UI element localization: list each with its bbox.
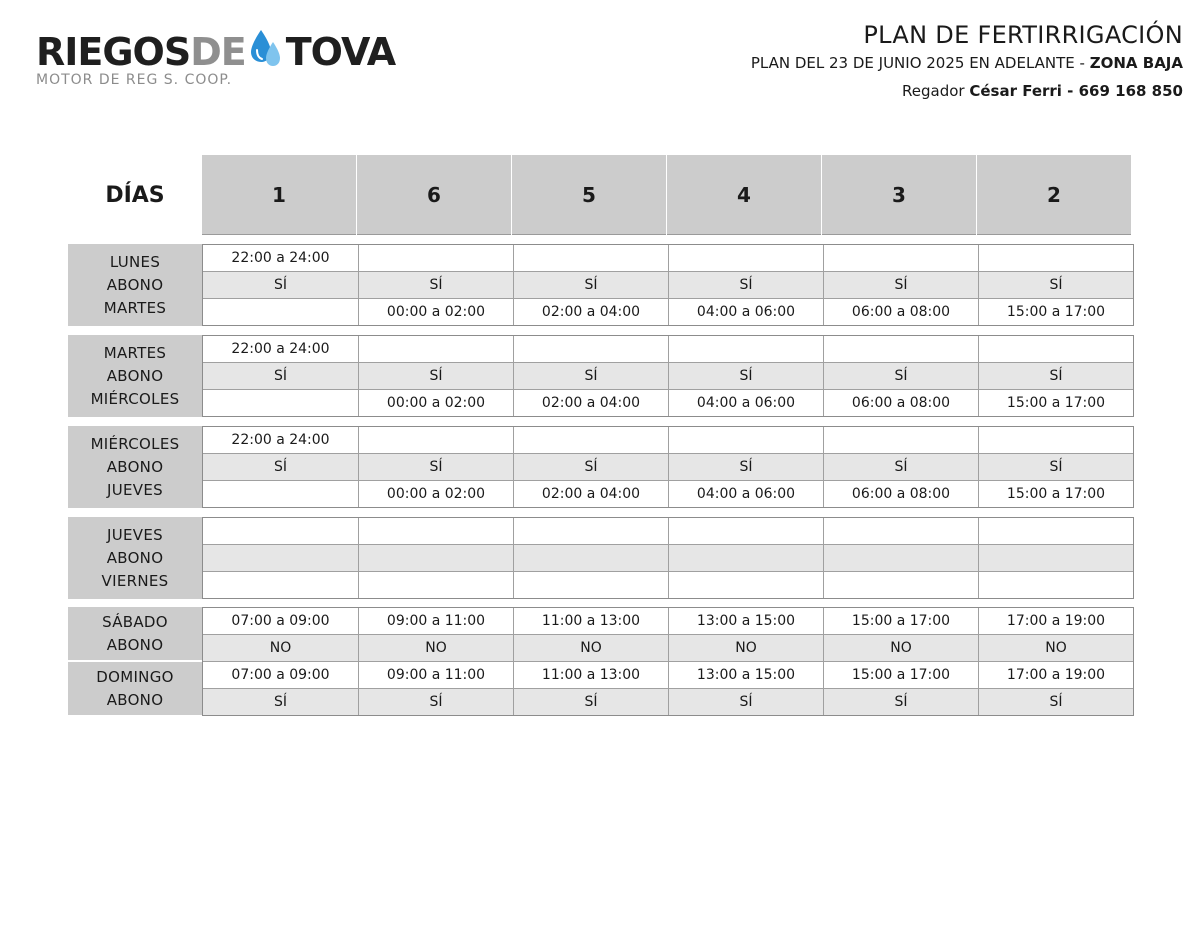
table-cell: 00:00 a 02:00	[358, 390, 513, 416]
day-label-line: JUEVES	[107, 480, 163, 499]
zone-header: 2	[977, 155, 1131, 235]
table-cell	[203, 518, 358, 544]
table-row	[203, 608, 1133, 634]
table-cell: 15:00 a 17:00	[978, 390, 1133, 416]
table-cell	[203, 545, 358, 571]
table-cell	[668, 572, 823, 598]
zone-header: 5	[512, 155, 666, 235]
table-row	[203, 480, 1133, 507]
day-label	[68, 335, 202, 417]
table-cell: 07:00 a 09:00	[231, 613, 330, 629]
table-cell	[978, 245, 1133, 271]
logo-wordmark	[36, 28, 395, 76]
days-column-header: DÍAS	[105, 182, 165, 208]
table-cell	[513, 336, 668, 362]
table-cell	[668, 545, 823, 571]
day-label-line: DOMINGO	[96, 667, 174, 686]
table-cell	[358, 427, 513, 453]
day-label-line: VIERNES	[101, 571, 169, 590]
table-cell: SÍ	[668, 363, 823, 389]
table-cell: 22:00 a 24:00	[231, 250, 330, 266]
table-cell: NO	[978, 635, 1133, 661]
day-label-line: MARTES	[103, 343, 167, 362]
table-cell: 13:00 a 15:00	[668, 608, 823, 634]
schedule-block	[68, 244, 1134, 326]
table-cell	[668, 518, 823, 544]
table-cell: 09:00 a 11:00	[358, 662, 513, 688]
day-label-line: ABONO	[106, 275, 164, 294]
day-label	[68, 426, 202, 508]
day-label-line: ABONO	[106, 457, 164, 476]
table-cell: 13:00 a 15:00	[668, 662, 823, 688]
table-cell: SÍ	[513, 272, 668, 298]
table-cell: SÍ	[668, 689, 823, 715]
table-header	[68, 155, 1134, 235]
plan-date: PLAN DEL 23 DE JUNIO 2025 EN ADELANTE -	[750, 54, 1090, 72]
day-label	[68, 517, 202, 599]
table-cell: 07:00 a 09:00	[231, 667, 330, 683]
table-cell: 17:00 a 19:00	[978, 662, 1133, 688]
day-label-line: MIÉRCOLES	[90, 434, 180, 453]
table-cell	[823, 545, 978, 571]
day-label	[68, 607, 202, 660]
table-cell	[358, 545, 513, 571]
table-cell	[823, 572, 978, 598]
table-cell: SÍ	[513, 454, 668, 480]
day-label-line: LUNES	[109, 252, 161, 271]
regador-info	[751, 80, 1183, 102]
table-cell: SÍ	[978, 689, 1133, 715]
table-cell: 22:00 a 24:00	[231, 432, 330, 448]
table-cell	[513, 427, 668, 453]
table-cell	[668, 427, 823, 453]
day-label-line: MIÉRCOLES	[90, 389, 180, 408]
table-cell	[203, 299, 358, 325]
table-cell: SÍ	[978, 454, 1133, 480]
logo-subtitle: MOTOR DE REG S. COOP.	[36, 72, 233, 88]
schedule-grid	[202, 335, 1134, 417]
day-label-line: ABONO	[106, 635, 164, 654]
schedule-block	[68, 335, 1134, 417]
table-cell: 11:00 a 13:00	[513, 662, 668, 688]
table-cell	[358, 518, 513, 544]
table-cell	[668, 336, 823, 362]
day-label	[68, 662, 202, 715]
table-cell: SÍ	[273, 694, 287, 710]
table-row	[203, 271, 1133, 298]
table-row	[203, 453, 1133, 480]
table-row	[203, 427, 1133, 453]
zone-header: 6	[357, 155, 511, 235]
table-cell	[513, 572, 668, 598]
table-cell	[513, 245, 668, 271]
table-cell: SÍ	[273, 368, 287, 384]
table-cell	[358, 336, 513, 362]
table-cell	[668, 245, 823, 271]
table-row	[203, 518, 1133, 544]
table-cell: NO	[513, 635, 668, 661]
table-cell	[978, 572, 1133, 598]
table-cell: 09:00 a 11:00	[358, 608, 513, 634]
table-row	[203, 634, 1133, 661]
plan-subtitle	[751, 52, 1183, 74]
table-cell: NO	[269, 640, 292, 656]
zone-name: ZONA BAJA	[1089, 54, 1183, 72]
table-cell: SÍ	[823, 272, 978, 298]
table-cell: SÍ	[358, 272, 513, 298]
table-cell	[978, 518, 1133, 544]
table-row	[203, 362, 1133, 389]
schedule-block	[68, 426, 1134, 508]
table-cell: 17:00 a 19:00	[978, 608, 1133, 634]
schedule-block	[68, 517, 1134, 599]
table-cell: SÍ	[668, 272, 823, 298]
table-cell: 15:00 a 17:00	[978, 299, 1133, 325]
zone-header: 3	[822, 155, 976, 235]
table-cell: SÍ	[823, 689, 978, 715]
table-cell	[358, 245, 513, 271]
table-cell: SÍ	[823, 454, 978, 480]
table-cell: SÍ	[273, 277, 287, 293]
table-cell: 02:00 a 04:00	[513, 299, 668, 325]
table-cell	[823, 245, 978, 271]
table-row	[203, 245, 1133, 271]
schedule-grid	[202, 607, 1134, 716]
regador-label: Regador	[902, 82, 970, 100]
table-cell	[978, 427, 1133, 453]
table-cell: 00:00 a 02:00	[358, 481, 513, 507]
document-header	[751, 20, 1183, 102]
company-logo	[36, 28, 436, 98]
document-title: PLAN DE FERTIRRIGACIÓN	[863, 21, 1183, 49]
table-cell: SÍ	[358, 689, 513, 715]
table-cell	[513, 545, 668, 571]
table-cell: SÍ	[978, 363, 1133, 389]
schedule-grid	[202, 517, 1134, 599]
table-row	[203, 544, 1133, 571]
table-cell: 00:00 a 02:00	[358, 299, 513, 325]
table-cell	[978, 545, 1133, 571]
table-row	[203, 298, 1133, 325]
day-label	[68, 244, 202, 326]
table-cell	[203, 481, 358, 507]
table-cell: 06:00 a 08:00	[823, 299, 978, 325]
table-cell: SÍ	[358, 454, 513, 480]
table-cell: 11:00 a 13:00	[513, 608, 668, 634]
table-row	[203, 336, 1133, 362]
table-cell	[823, 336, 978, 362]
table-cell	[513, 518, 668, 544]
logo-text-riegos: RIEGOS	[36, 30, 191, 74]
table-cell	[978, 336, 1133, 362]
weekend-block	[68, 607, 1134, 716]
table-cell: SÍ	[513, 689, 668, 715]
table-cell: 15:00 a 17:00	[823, 662, 978, 688]
table-row	[203, 571, 1133, 598]
day-label-line: ABONO	[106, 690, 164, 709]
logo-text-tova: TOVA	[285, 30, 396, 74]
table-cell	[358, 572, 513, 598]
table-row	[203, 688, 1133, 715]
table-cell	[203, 390, 358, 416]
day-label-line: SÁBADO	[102, 612, 168, 631]
zone-header: 4	[667, 155, 821, 235]
table-cell: SÍ	[513, 363, 668, 389]
zone-header: 1	[202, 155, 356, 235]
table-cell: SÍ	[358, 363, 513, 389]
table-cell: 15:00 a 17:00	[823, 608, 978, 634]
water-drop-icon	[247, 28, 285, 72]
table-cell: SÍ	[823, 363, 978, 389]
table-cell: 22:00 a 24:00	[231, 341, 330, 357]
table-cell	[823, 427, 978, 453]
regador-contact: César Ferri - 669 168 850	[969, 82, 1183, 100]
table-cell: SÍ	[668, 454, 823, 480]
table-cell: 06:00 a 08:00	[823, 481, 978, 507]
day-label-line: ABONO	[106, 366, 164, 385]
table-cell: 06:00 a 08:00	[823, 390, 978, 416]
day-label-line: ABONO	[106, 548, 164, 567]
table-cell	[203, 572, 358, 598]
table-cell: NO	[668, 635, 823, 661]
table-cell	[823, 518, 978, 544]
table-cell: 04:00 a 06:00	[668, 390, 823, 416]
table-row	[203, 389, 1133, 416]
table-cell: SÍ	[978, 272, 1133, 298]
table-cell: 04:00 a 06:00	[668, 481, 823, 507]
table-cell: 04:00 a 06:00	[668, 299, 823, 325]
table-cell: NO	[823, 635, 978, 661]
day-label-line: MARTES	[103, 298, 167, 317]
table-cell: NO	[358, 635, 513, 661]
table-cell: 15:00 a 17:00	[978, 481, 1133, 507]
day-label-line: JUEVES	[107, 525, 163, 544]
table-cell: 02:00 a 04:00	[513, 481, 668, 507]
schedule-grid	[202, 426, 1134, 508]
table-row	[203, 661, 1133, 688]
table-cell: 02:00 a 04:00	[513, 390, 668, 416]
logo-text-de: DE	[190, 30, 246, 74]
table-cell: SÍ	[273, 459, 287, 475]
schedule-grid	[202, 244, 1134, 326]
